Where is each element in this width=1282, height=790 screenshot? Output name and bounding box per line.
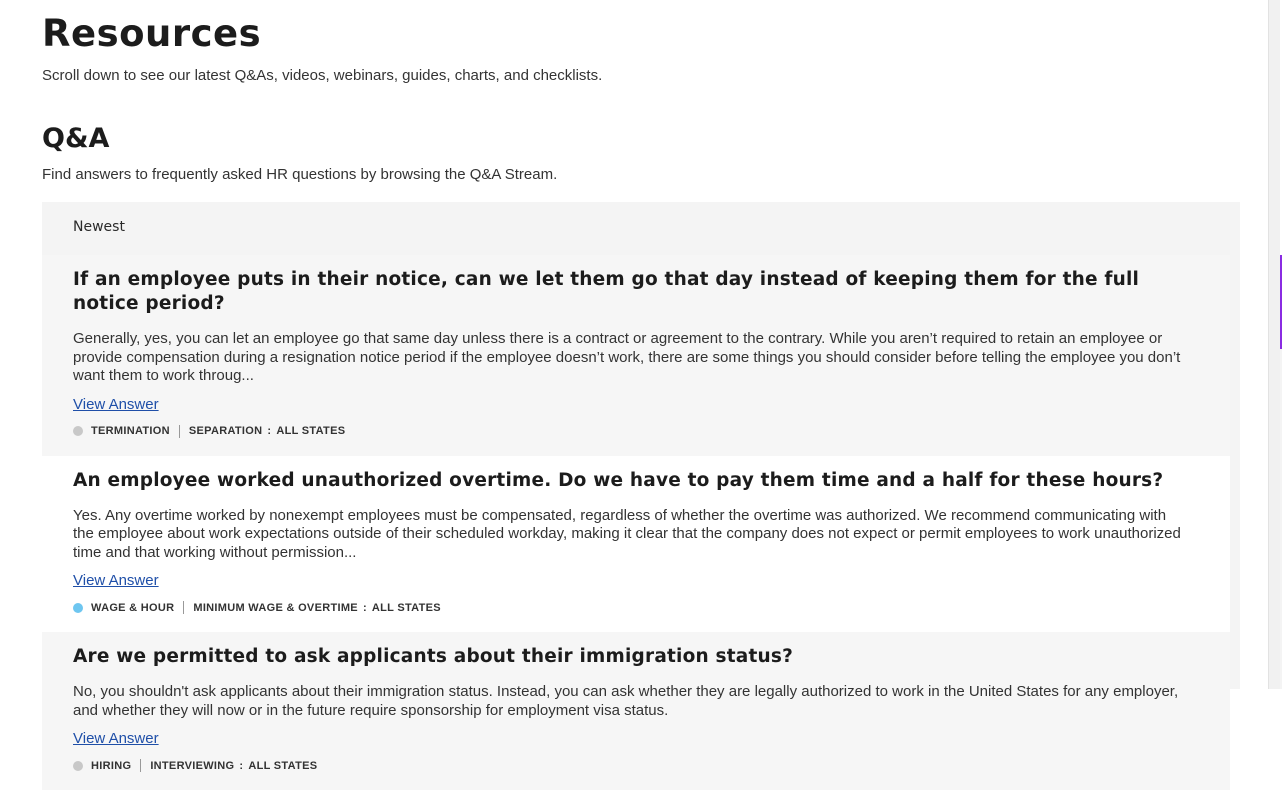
sort-selector[interactable]: Newest (73, 219, 125, 235)
topic-dot-icon (73, 761, 83, 771)
qa-card-excerpt: Yes. Any overtime worked by nonexempt employees must be compensated, regardless of whether the overtime was authorized. We recommend communicating with the employee about work expectations outside of their scheduled workday, making it clear that the company does not expect or permit employees to work unauthorized time and that working without permission... (73, 506, 1181, 561)
scope-tag[interactable]: ALL STATES (248, 759, 318, 772)
page-intro: Scroll down to see our latest Q&As, videos, webinars, guides, charts, and checklists. (42, 67, 603, 84)
topic-tag[interactable]: HIRING (91, 759, 132, 772)
page-title: Resources (42, 12, 262, 55)
page-scrollbar[interactable] (1268, 0, 1280, 689)
qa-card-tags (73, 759, 1190, 790)
qa-heading: Q&A (42, 123, 110, 154)
tag-colon: : (267, 425, 272, 437)
scope-tag[interactable]: ALL STATES (371, 601, 441, 614)
tag-colon: : (362, 601, 367, 614)
qa-card-tags (73, 425, 1190, 456)
qa-card-excerpt: Generally, yes, you can let an employee go that same day unless there is a contract or agreement to the contrary. While you aren’t required to retain an employee or provide compensation during a resignation notice period if the employee doesn’t work, there are some things you should consider before telling the employee you don’t want them to work throug... (73, 330, 1181, 384)
topic-tag[interactable]: WAGE & HOUR (91, 601, 175, 614)
tag-divider (183, 601, 184, 614)
qa-stream (42, 202, 1240, 772)
qa-card (42, 255, 1230, 456)
qa-card-title[interactable]: An employee worked unauthorized overtime. Do we have to pay them time and a half for these hours? (73, 469, 1164, 491)
qa-list[interactable] (42, 255, 1230, 772)
topic-dot-icon (73, 603, 83, 613)
qa-card-title[interactable]: Are we permitted to ask applicants about their immigration status? (73, 646, 794, 667)
tag-colon: : (239, 759, 244, 772)
category-tag[interactable]: SEPARATION (188, 425, 263, 437)
view-answer-link[interactable]: View Answer (73, 395, 159, 413)
qa-card (42, 456, 1230, 633)
category-tag[interactable]: MINIMUM WAGE & OVERTIME (193, 601, 358, 614)
topic-tag[interactable]: TERMINATION (91, 425, 170, 437)
qa-card (42, 632, 1230, 790)
qa-card-title[interactable]: If an employee puts in their notice, can we let them go that day instead of keeping them for the full notice period? (73, 269, 1140, 314)
qa-card-excerpt: No, you shouldn't ask applicants about their immigration status. Instead, you can ask whether they are legally authorized to work in the United States for any employer, and whether they will now or in the future require sponsorship for employment visa status. (73, 683, 1179, 719)
tag-divider (179, 425, 180, 438)
qa-card-tags (73, 601, 1190, 632)
scope-tag[interactable]: ALL STATES (276, 425, 346, 437)
topic-dot-icon (73, 426, 83, 436)
view-answer-link[interactable]: View Answer (73, 572, 159, 589)
qa-subheading: Find answers to frequently asked HR questions by browsing the Q&A Stream. (42, 166, 558, 183)
view-answer-link[interactable]: View Answer (73, 730, 159, 747)
tag-divider (140, 759, 141, 772)
category-tag[interactable]: INTERVIEWING (150, 759, 235, 772)
